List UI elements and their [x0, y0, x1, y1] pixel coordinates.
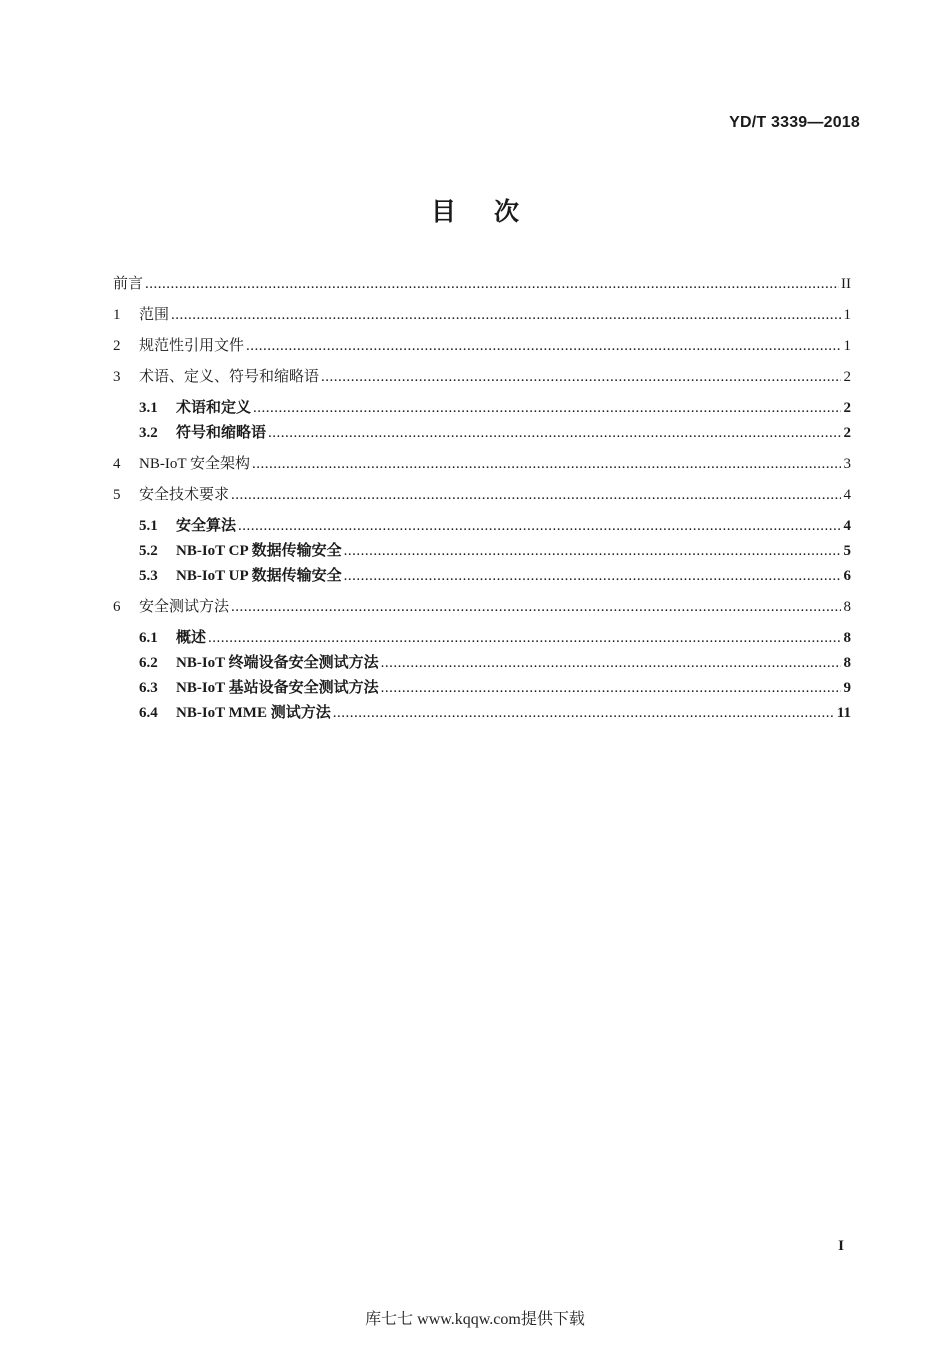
toc-entry-label: 概述 [176, 630, 207, 646]
toc-entry-number: 6.2 [139, 655, 158, 671]
toc-entry-label: 安全算法 [176, 518, 237, 534]
toc-entry-page: 6 [843, 568, 851, 584]
toc-entry-number: 3.1 [139, 400, 158, 416]
toc-entry-6-4[interactable] [139, 699, 851, 723]
toc-leader-dots [252, 454, 841, 474]
toc-leader-dots [253, 398, 841, 418]
toc-entry-6-2[interactable] [139, 649, 851, 673]
toc-leader-dots [208, 628, 841, 648]
toc-entry-label: 范围 [139, 307, 170, 323]
toc-entry-label: 符号和缩略语 [176, 425, 267, 441]
toc-entry-number: 5.1 [139, 518, 158, 534]
toc-entry-number: 6 [113, 599, 121, 615]
toc-entry-3-2[interactable] [139, 419, 851, 443]
toc-entry-number: 2 [113, 338, 121, 354]
toc-entry-number: 6.3 [139, 680, 158, 696]
standard-code: YD/T 3339—2018 [729, 114, 860, 131]
toc-leader-dots [381, 678, 841, 698]
toc-entry-page: 1 [843, 307, 851, 323]
toc-entry-2[interactable] [113, 332, 851, 356]
toc-leader-dots [238, 516, 841, 536]
toc-entry-label: NB-IoT 终端设备安全测试方法 [176, 655, 379, 671]
toc-entry-label: NB-IoT MME 测试方法 [176, 705, 331, 721]
toc-title-char-2: 次 [494, 197, 520, 226]
toc-entry-label: 规范性引用文件 [139, 338, 245, 354]
toc-leader-dots [321, 367, 841, 387]
toc-entry-page: 5 [843, 543, 851, 559]
toc-entry-number: 6.1 [139, 630, 158, 646]
toc-entry-5[interactable] [113, 481, 851, 505]
toc-entry-page: 4 [843, 518, 851, 534]
toc-entry-number: 3 [113, 369, 121, 385]
toc-leader-dots [381, 653, 841, 673]
toc-leader-dots [231, 485, 841, 505]
toc-entry-label: 安全测试方法 [139, 599, 230, 615]
toc-entry-page: 2 [843, 400, 851, 416]
toc-entry-6[interactable] [113, 593, 851, 617]
toc-entry-label: NB-IoT 基站设备安全测试方法 [176, 680, 379, 696]
toc-entry-5-3[interactable] [139, 562, 851, 586]
toc-entry-number: 4 [113, 456, 121, 472]
toc-entry-5-2[interactable] [139, 537, 851, 561]
toc-entry-page: 2 [843, 369, 851, 385]
toc-entry-label: NB-IoT UP 数据传输安全 [176, 568, 342, 584]
toc-entry-5-1[interactable] [139, 512, 851, 536]
toc-entry-page: 8 [843, 655, 851, 671]
toc-entry-page: 9 [843, 680, 851, 696]
toc-title-char-1: 目 [430, 197, 456, 226]
toc-entry-number: 3.2 [139, 425, 158, 441]
toc-entry-label: NB-IoT CP 数据传输安全 [176, 543, 342, 559]
toc-entry-3-1[interactable] [139, 394, 851, 418]
toc-entry-foreword[interactable] [113, 270, 851, 294]
toc-entry-number: 5 [113, 487, 121, 503]
toc-entry-page: 8 [843, 599, 851, 615]
toc-entry-number: 5.3 [139, 568, 158, 584]
toc-entry-number: 5.2 [139, 543, 158, 559]
toc-leader-dots [344, 541, 841, 561]
toc-entry-6-3[interactable] [139, 674, 851, 698]
toc-entry-page: 11 [836, 705, 851, 721]
toc-entry-page: 4 [843, 487, 851, 503]
download-footer: 库七七 www.kqqw.com提供下载 [365, 1311, 585, 1328]
toc-entry-number: 6.4 [139, 705, 158, 721]
toc-entry-6-1[interactable] [139, 624, 851, 648]
toc-leader-dots [231, 597, 841, 617]
toc-title [0, 192, 950, 228]
toc-leader-dots [171, 305, 841, 325]
toc-entry-1[interactable] [113, 301, 851, 325]
toc-entry-3[interactable] [113, 363, 851, 387]
toc-leader-dots [333, 703, 835, 723]
toc-entry-page: 8 [843, 630, 851, 646]
toc-entry-label: NB-IoT 安全架构 [139, 456, 250, 472]
toc-entry-page: II [841, 276, 851, 292]
toc-leader-dots [246, 336, 841, 356]
toc-entry-page: 2 [843, 425, 851, 441]
toc-leader-dots [344, 566, 841, 586]
toc-entry-number: 1 [113, 307, 121, 323]
toc-entry-4[interactable] [113, 450, 851, 474]
toc-entry-label: 前言 [113, 276, 144, 292]
toc-leader-dots [145, 274, 839, 294]
toc-leader-dots [268, 423, 841, 443]
toc-entry-label: 术语和定义 [176, 400, 252, 416]
page-number: I [838, 1238, 844, 1254]
toc-entry-label: 安全技术要求 [139, 487, 230, 503]
toc-entry-page: 3 [843, 456, 851, 472]
toc-entry-page: 1 [843, 338, 851, 354]
toc-entry-label: 术语、定义、符号和缩略语 [139, 369, 320, 385]
